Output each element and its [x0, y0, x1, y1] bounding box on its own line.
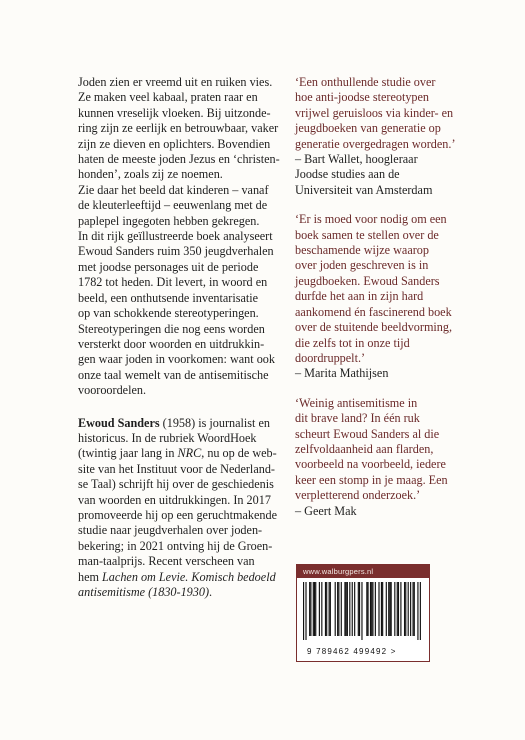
- bio-line: site van het Instituut voor de Nederland-: [78, 461, 275, 476]
- quote-text: ‘Een onthullende studie over hoe anti-joodse stereotypen vrijwel geruisloos via kinder- en jeugdboeken van generatie op generatie overgedragen worden.’: [295, 75, 456, 151]
- intro-line: ring zijn ze eerlijk en betrouwbaar, vaker: [78, 121, 279, 136]
- intro-line: Joden zien er vreemd uit en ruiken vies.: [78, 75, 273, 89]
- endorsements: [295, 75, 485, 533]
- intro-line: de kleuterleeftijd – eeuwenlang met de: [78, 198, 268, 213]
- intro-line: Ze maken veel kabaal, praten raar en: [78, 90, 258, 105]
- intro-line: Zie daar het beeld dat kinderen – vanaf: [78, 182, 269, 197]
- endorsement-wallet: [295, 75, 485, 198]
- intro-line: vooroordelen.: [78, 383, 147, 398]
- intro-line: Ewoud Sanders ruim 350 jeugdverhalen: [78, 244, 274, 259]
- author-bio-first-line: [78, 416, 278, 431]
- isbn-barcode: [296, 564, 430, 662]
- author-bio-first: (1958) is journalist en: [159, 415, 270, 430]
- bio-line: man-taalprijs. Recent verscheen van: [78, 554, 255, 569]
- intro-line: onze taal wemelt van de antisemitische: [78, 367, 269, 382]
- bio-line: historicus. In de rubriek WoordHoek: [78, 430, 257, 445]
- intro-line: versterkt door woorden en uitdrukkin-: [78, 336, 265, 351]
- quote-text: ‘Er is moed voor nodig om een boek samen te stellen over de beschamende wijze waarop over joden geschreven is in jeugdboeken. Ewoud Sanders durfde het aan in zijn hard aankomend én fascinerend boek over de stuitende beeldvorming, die zelfs tot in onze tijd doordruppelt.’: [295, 212, 453, 365]
- bio-line: (twintig jaar lang in NRC, nu op de web-: [78, 446, 277, 461]
- intro-line: 1782 tot heden. Dit levert, in woord en: [78, 275, 268, 290]
- back-cover-blurb: [78, 75, 278, 600]
- bio-line: promoveerde hij op een geruchtmakende: [78, 507, 277, 522]
- barcode-bars: [303, 582, 421, 644]
- author-name: Ewoud Sanders: [78, 415, 160, 430]
- endorsement-mathijsen: [295, 212, 485, 381]
- intro-line: gen waar joden in voorkomen: want ook: [78, 352, 275, 367]
- intro-line: met joodse personages uit de periode: [78, 259, 259, 274]
- bio-line: antisemitisme (1830-1930).: [78, 585, 213, 599]
- endorsement-mak: [295, 396, 485, 519]
- quote-attribution: – Bart Wallet, hoogleraar Joodse studies aan de Universiteit van Amsterdam: [295, 152, 433, 197]
- intro-line: In dit rijk geïllustreerde boek analyseert: [78, 229, 273, 244]
- intro-line: Stereotyperingen die nog eens worden: [78, 321, 265, 336]
- intro-paragraph: [78, 75, 278, 399]
- quote-attribution: – Geert Mak: [295, 503, 357, 518]
- intro-line: honden’, zoals zij ze noemen.: [78, 167, 223, 182]
- publisher-website: www.walburgpers.nl: [297, 565, 429, 578]
- bio-line: bekering; in 2021 ontving hij de Groen-: [78, 538, 273, 553]
- intro-line: zijn ze dieven en oplichters. Bovendien: [78, 136, 271, 151]
- isbn-digits: 9 789462 499492 >: [307, 647, 397, 656]
- bio-line: se Taal) schrijft hij over de geschiedenis: [78, 477, 274, 492]
- bio-line: hem Lachen om Levie. Komisch bedoeld: [78, 569, 276, 584]
- quote-attribution: – Marita Mathijsen: [295, 366, 389, 381]
- intro-line: paplepel ingegoten hebben gekregen.: [78, 213, 260, 228]
- bio-line: studie naar jeugdverhalen over joden-: [78, 523, 263, 538]
- bio-line: van woorden en uitdrukkingen. In 2017: [78, 492, 271, 507]
- intro-line: beeld, een onthutsende inventarisatie: [78, 290, 259, 305]
- author-bio: [78, 416, 278, 601]
- intro-line: op van schokkende stereotyperingen.: [78, 306, 259, 321]
- intro-line: haten de meeste joden Jezus en ‘christen-: [78, 152, 280, 167]
- quote-text: ‘Weinig antisemitisme in dit brave land? In één ruk scheurt Ewoud Sanders al die zelfvoldaanheid aan flarden, voorbeeld na voorbeeld, iedere keer een stomp in je maag. Een verpletterend onderzoek.’: [295, 395, 448, 503]
- intro-line: kunnen vreselijk vloeken. Bij uitzonde-: [78, 105, 271, 120]
